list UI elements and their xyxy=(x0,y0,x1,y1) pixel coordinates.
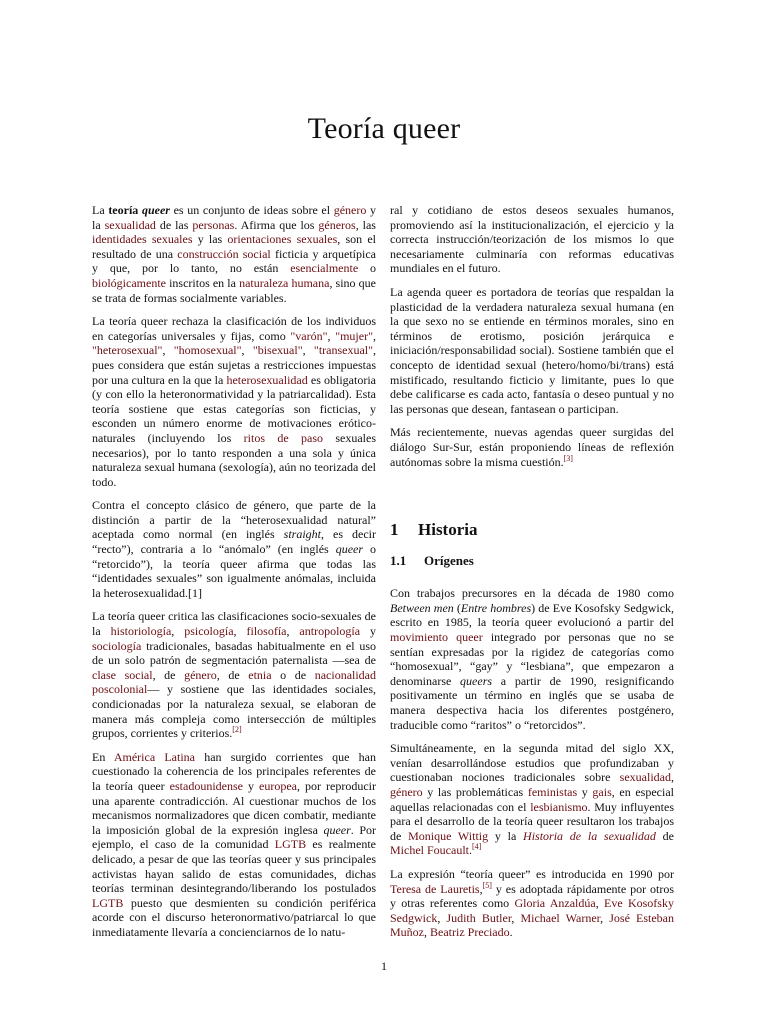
link-psicologia[interactable]: psicología xyxy=(184,624,234,639)
simultaneous-paragraph: Simultáneamente, en la segunda mitad del siglo XX, venían desarrollándose estudios que profundizaban y cuestionaban nociones tradicionales sobre sexualidad, género y las problemáticas feministas y gais, en especial aquellas relacionadas con el lesbianismo. Muy influyentes para el desarrollo de la teoría queer resultaron los trabajos de Monique Wittig y la Historia de la sexualidad de Michel Foucault.[4] xyxy=(390,741,675,858)
link-estadounidense[interactable]: estadounidense xyxy=(169,778,243,793)
page-title: Teoría queer xyxy=(307,112,461,145)
link-esencialmente[interactable]: esencialmente xyxy=(290,261,359,276)
link-heterosexualidad[interactable]: heterosexualidad xyxy=(226,372,308,387)
link-sociologia[interactable]: sociología xyxy=(92,638,142,653)
page-number: 1 xyxy=(381,959,387,973)
link-judith-butler[interactable]: Judith Butler xyxy=(446,910,512,925)
link-nacionalidad-poscolonial[interactable]: nacionalidad poscolonial xyxy=(92,667,377,697)
right-column xyxy=(390,203,674,949)
link-varon[interactable]: "varón" xyxy=(290,328,328,343)
link-construccion-social[interactable]: construcción social xyxy=(177,246,271,261)
link-michel-foucault[interactable]: Michel Foucault xyxy=(390,843,469,858)
link-biologicamente[interactable]: biológicamente xyxy=(92,275,166,290)
link-clase-social[interactable]: clase social xyxy=(92,667,153,682)
link-america-latina[interactable]: América Latina xyxy=(113,749,196,764)
link-historiologia[interactable]: historiología xyxy=(110,624,172,639)
critique-paragraph: La teoría queer critica las clasificaciones socio-sexuales de la historiología, psicología, filosofía, antropología y sociología tradicionales, basadas habitualmente en el uso de un solo patrón de segmentación paternalista —sea de clase social, de género, de etnia o de nacionalidad poscolonial— y sostiene que las identidades sociales, condicionadas por la naturaleza sexual, se elaboran de manera más compleja como intersección de múltiples grupos, corrientes y criterios.[2] xyxy=(92,609,377,741)
concept-paragraph: Contra el concepto clásico de género, que parte de la distinción a partir de la “heterosexualidad natural” aceptada como normal (en inglés straight, es decir “recto”), contraria a lo “anómalo” (en inglés queer o “retorcido”), la teoría queer afirma que todas las “identidades sexuales” son igualmente anómalas, incluida la heterosexualidad.[1] xyxy=(92,498,377,600)
ref-2[interactable]: [2] xyxy=(232,725,242,735)
link-transexual[interactable]: "transexual" xyxy=(313,343,374,358)
section-heading-historia: 1 Historia xyxy=(390,520,478,540)
link-orientaciones-sexuales[interactable]: orientaciones sexuales xyxy=(227,232,338,247)
link-lesbianismo[interactable]: lesbianismo xyxy=(530,799,588,814)
link-bisexual[interactable]: "bisexual" xyxy=(252,343,303,358)
link-filosofia[interactable]: filosofía xyxy=(246,624,287,639)
left-column xyxy=(92,203,376,949)
link-antropologia[interactable]: antropología xyxy=(299,624,361,639)
continuation-paragraph: ral y cotidiano de estos deseos sexuales humanos, promoviendo así la institucionalización, el ejercicio y la correcta instrucción/teorización de los mismos lo que necesariamente culminaría con reformas educativas mundiales en el futuro. xyxy=(390,203,674,276)
south-south-paragraph: Más recientemente, nuevas agendas queer surgidas del diálogo Sur-Sur, están proponiendo líneas de reflexión autónomas sobre la misma cuestión.[3] xyxy=(390,425,674,469)
link-genero-3[interactable]: género xyxy=(390,785,423,799)
link-lgtb[interactable]: LGTB xyxy=(274,837,307,852)
link-beatriz-preciado[interactable]: Beatriz Preciado xyxy=(430,925,510,940)
link-teresa-de-lauretis[interactable]: Teresa de Lauretis xyxy=(390,881,480,896)
link-lgtb-2[interactable]: LGTB xyxy=(92,895,124,910)
link-feministas[interactable]: feministas xyxy=(527,785,578,799)
link-sexualidad-2[interactable]: sexualidad xyxy=(619,770,671,785)
link-ritos-de-paso[interactable]: ritos de paso xyxy=(243,430,323,445)
link-generos[interactable]: géneros xyxy=(318,217,356,232)
link-heterosexual[interactable]: "heterosexual" xyxy=(92,343,163,358)
latin-america-paragraph: En América Latina han surgido corrientes que han cuestionado la coherencia de los principales referentes de la teoría queer estadounidense y europea, por reproducir una aparente contradicción. Al cuestionar muchos de los mecanismos normalizadores que dicen combatir, mediante la imposición global de la expresión inglesa queer. Por ejemplo, el caso de la comunidad LGTB es realmente delicado, a pesar de que las teorías queer y sus principales activistas hayan salido de estas comunidades, dichas teorías terminan desintegrando/liberando los postulados LGTB puesto que desmienten su condición periférica acorde con el discurso heteronormativo/patriarcal lo que inmediatamente llevaría a concienciarnos de lo natu- xyxy=(92,749,377,939)
link-sexualidad[interactable]: sexualidad xyxy=(104,217,156,232)
link-naturaleza-humana[interactable]: naturaleza humana xyxy=(239,275,330,290)
link-genero[interactable]: género xyxy=(333,203,367,217)
link-monique-wittig[interactable]: Monique Wittig xyxy=(408,828,489,843)
ref-3[interactable]: [3] xyxy=(563,453,573,463)
ref-5[interactable]: [5] xyxy=(482,880,492,890)
link-mujer[interactable]: "mujer" xyxy=(335,328,373,343)
origins-paragraph: Con trabajos precursores en la década de 1980 como Between men (Entre hombres) de Eve Kosofsky Sedgwick, escrito en 1985, la teoría queer evolucionó a partir del movimiento queer integrado por personas que no se sentían expresadas por la rigidez de categorías como “homosexual”, “gay” y “lesbiana”, que empezaron a denominarse queers a partir de 1990, resignificando positivamente un término en inglés que se usaba de manera despectiva hacia los diferentes postgénero, traducible como “raritos” o “retorcidos”. xyxy=(390,586,675,732)
link-movimiento-queer[interactable]: movimiento queer xyxy=(390,630,483,645)
link-identidades-sexuales[interactable]: identidades sexuales xyxy=(92,232,193,247)
expression-paragraph: La expresión “teoría queer” es introducida en 1990 por Teresa de Lauretis,[5] y es adoptada rápidamente por otros y otras referentes como Gloria Anzaldúa, Eve Kosofsky Sedgwick, Judith Butler, Michael Warner, José Esteban Muñoz, Beatriz Preciado. xyxy=(390,866,675,940)
link-historia-de-la-sexualidad[interactable]: Historia de la sexualidad xyxy=(523,828,656,843)
link-gais[interactable]: gais xyxy=(592,785,612,799)
link-gloria-anzaldua[interactable]: Gloria Anzaldúa xyxy=(514,896,596,911)
ref-4[interactable]: [4] xyxy=(471,842,482,852)
link-europea[interactable]: europea xyxy=(259,778,297,793)
classification-paragraph: La teoría queer rechaza la clasificación de los individuos en categorías universales y fijas, como "varón", "mujer", "heterosexual", "homosexual", "bisexual", "transexual", pues considera que están sujetas a restricciones impuestas por una cultura en la que la heterosexualidad es obligatoria (y con ello la heteronormatividad y la patriarcalidad). Esta teoría sostiene que estas categorías son ficticias, y esconden un número enorme de motivaciones erótico-naturales (incluyendo los ritos de paso sexuales necesarios), por lo tanto responden a una sola y única naturaleza sexual humana (sexología), aún no teorizada del todo. xyxy=(92,314,377,489)
link-etnia[interactable]: etnia xyxy=(248,667,272,682)
link-eve-kosofsky-sedgwick[interactable]: Eve Kosofsky Sedgwick xyxy=(390,896,674,925)
link-jose-esteban-munoz[interactable]: José Esteban Muñoz xyxy=(390,910,675,940)
link-personas[interactable]: personas xyxy=(192,217,235,232)
link-michael-warner[interactable]: Michael Warner xyxy=(520,910,601,925)
link-homosexual[interactable]: "homosexual" xyxy=(173,343,242,358)
intro-paragraph: La teoría queer es un conjunto de ideas sobre el género y la sexualidad de las personas. Afirma que los géneros, las identidades sexuales y las orientaciones sexuales, son el resultado de una construcción social ficticia y arquetípica y que, por lo tanto, no están esencialmente o biológicamente inscritos en la naturaleza humana, sino que se trata de formas socialmente variables. xyxy=(92,203,377,305)
link-genero-2[interactable]: género xyxy=(184,667,217,682)
agenda-paragraph: La agenda queer es portadora de teorías que respaldan la plasticidad de la verdadera naturaleza sexual humana (en la que sexo no se entiende en términos morales, sino en términos de erotismo, posición jerárquica e iniciación/responsabilidad social). Sostiene también que el concepto de identidad sexual (hetero/homo/bi/trans) está mistificado, resultando ficticio y limitante, pues lo que debe calificarse es cada acto, fantasía o deseo puntual y no las personas que desean, fantasean o participan. xyxy=(390,284,674,416)
subsection-heading-origenes: 1.1 Orígenes xyxy=(390,552,474,568)
